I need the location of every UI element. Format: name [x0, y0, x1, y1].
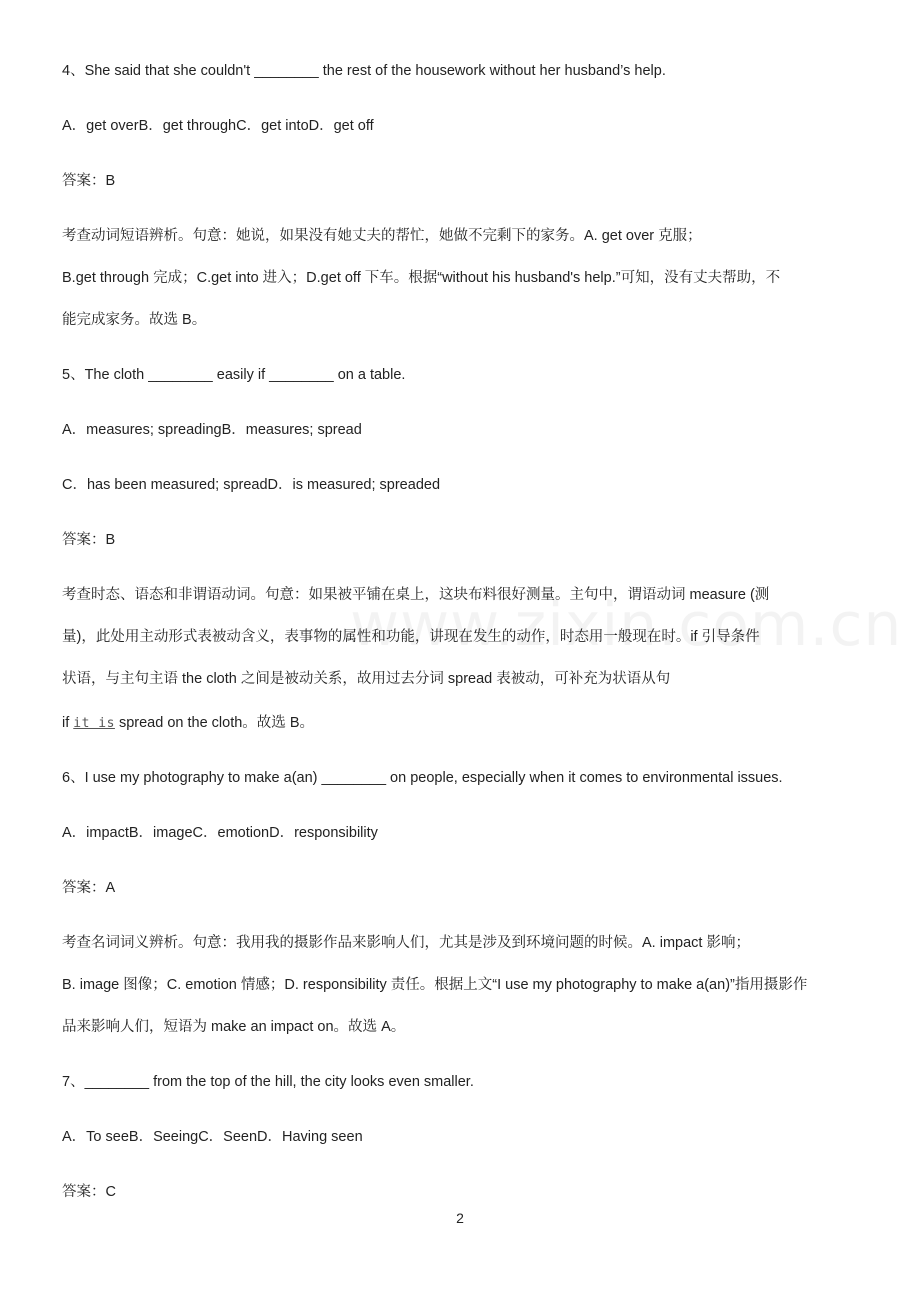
- question-7-stem: 7、________ from the top of the hill, the city looks even smaller.: [62, 1074, 474, 1090]
- question-5-answer: 答案：B: [62, 532, 116, 548]
- question-7-answer: 答案：C: [62, 1184, 116, 1200]
- question-4-options: A．get overB．get throughC．get intoD．get off: [62, 118, 374, 134]
- question-5-stem: 5、The cloth ________ easily if ________ on a table.: [62, 367, 406, 383]
- question-6-stem: 6、I use my photography to make a(an) ________ on people, especially when it comes to environmental issues.: [62, 770, 783, 786]
- question-7-options: A．To seeB．SeeingC．SeenD．Having seen: [62, 1129, 363, 1145]
- underlined-supplement: it is: [73, 716, 115, 731]
- question-5-options-line-1: A．measures; spreadingB．measures; spread: [62, 422, 362, 438]
- explanation-prefix: if: [62, 715, 74, 731]
- question-6-answer: 答案：A: [62, 880, 116, 896]
- question-6-options: A．impactB．imageC．emotionD．responsibility: [62, 825, 378, 841]
- question-4-explanation-line-2: B.get through 完成；C.get into 进入；D.get off 下车。根据“without his husband's help.”可知，没有丈夫帮助，不: [62, 270, 781, 286]
- question-4-explanation-line-1: 考查动词短语辨析。句意：她说，如果没有她丈夫的帮忙，她做不完剩下的家务。A. get over 克服；: [62, 228, 702, 244]
- page-number: 2: [456, 1210, 464, 1226]
- question-4-answer: 答案：B: [62, 173, 116, 189]
- question-5-options-line-2: C．has been measured; spreadD．is measured; spreaded: [62, 477, 441, 493]
- explanation-suffix: spread on the cloth。故选 B。: [114, 715, 314, 731]
- question-5-explanation-line-3: 状语，与主句主语 the cloth 之间是被动关系，故用过去分词 spread 表被动，可补充为状语从句: [62, 671, 671, 687]
- question-4-stem: 4、She said that she couldn't ________ the rest of the housework without her husband’s help.: [62, 63, 666, 79]
- question-6-explanation-line-2: B. image 图像；C. emotion 情感；D. responsibility 责任。根据上文“I use my photography to make a(an)”指用摄影作: [62, 977, 808, 993]
- question-6-explanation-line-1: 考查名词词义辨析。句意：我用我的摄影作品来影响人们，尤其是涉及到环境问题的时候。A. impact 影响；: [62, 935, 750, 951]
- question-4-explanation-line-3: 能完成家务。故选 B。: [62, 312, 207, 328]
- question-5-explanation-line-2: 量)，此处用主动形式表被动含义，表事物的属性和功能，讲现在发生的动作，时态用一般现在时。if 引导条件: [62, 629, 760, 645]
- question-5-explanation-line-1: 考查时态、语态和非谓语动词。句意：如果被平铺在桌上，这块布料很好测量。主句中，谓语动词 measure (测: [62, 587, 770, 603]
- question-6-explanation-line-3: 品来影响人们，短语为 make an impact on。故选 A。: [62, 1019, 406, 1035]
- question-5-explanation-line-4: [62, 714, 314, 733]
